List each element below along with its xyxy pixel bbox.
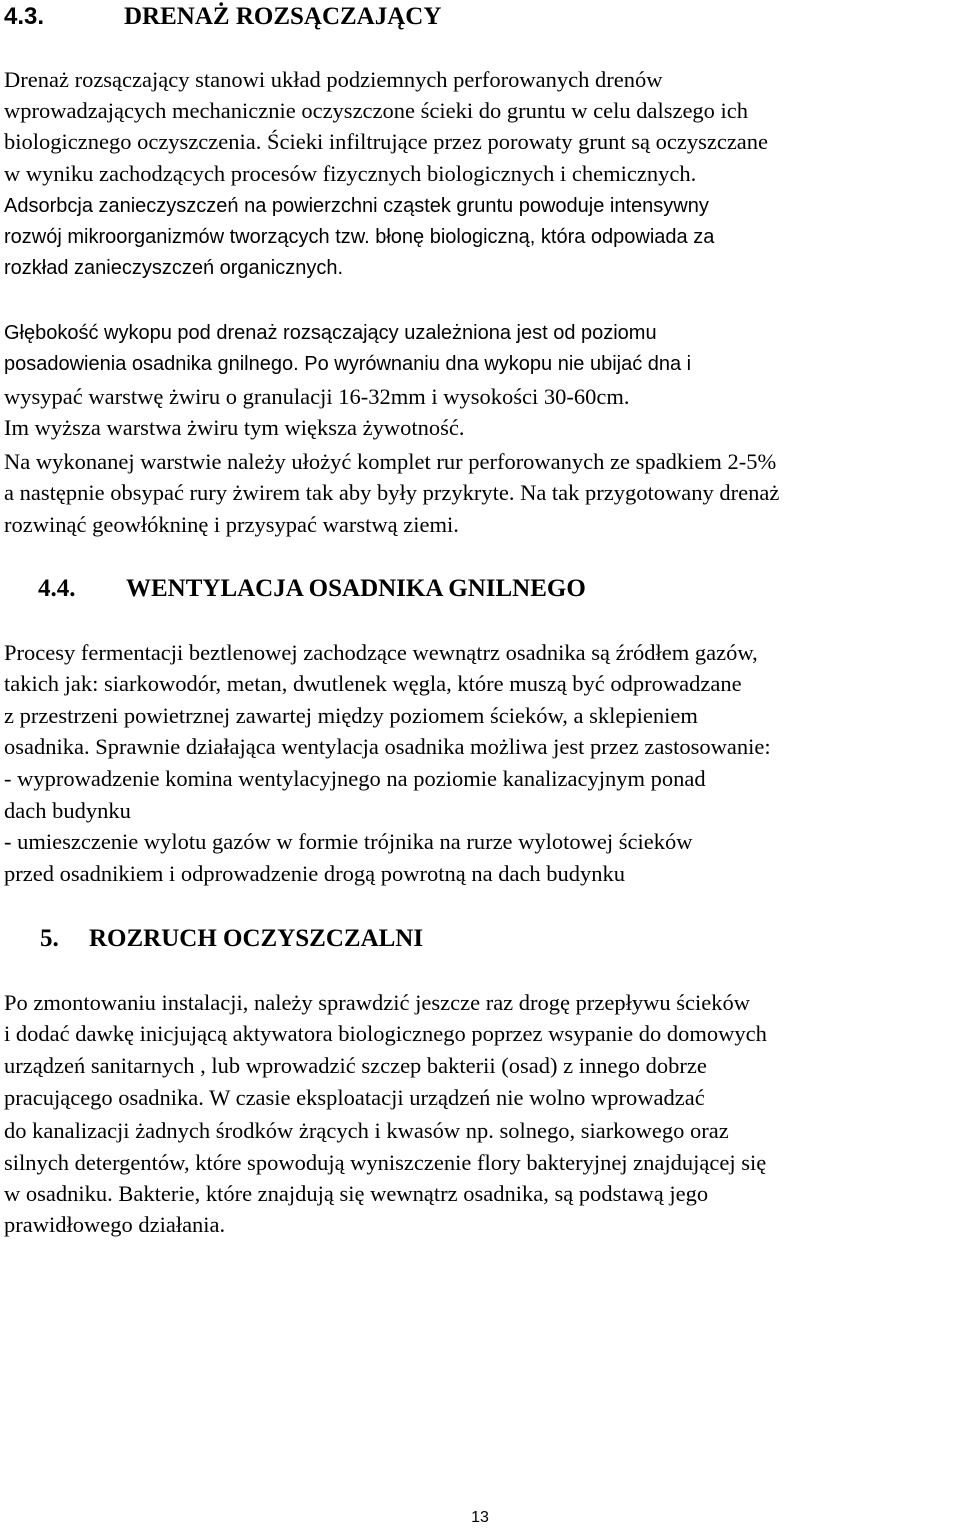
text-line: Głębokość wykopu pod drenaż rozsączający uzależniona jest od poziomu [4,322,657,344]
text-line: i dodać dawkę inicjującą aktywatora biologicznego poprzez wsypanie do domowych [4,1021,767,1046]
section-title: DRENAŻ ROZSĄCZAJĄCY [124,3,442,30]
text-line: przed osadnikiem i odprowadzenie drogą powrotną na dach budynku [4,861,626,886]
text-line: Adsorbcja zanieczyszczeń na powierzchni cząstek gruntu powoduje intensywny [4,195,709,217]
text-line: w wyniku zachodzących procesów fizycznych biologicznych i chemicznych. [4,161,697,186]
text-line: w osadniku. Bakterie, które znajdują się wewnątrz osadnika, są podstawą jego [4,1181,709,1206]
text-line: wysypać warstwę żwiru o granulacji 16-32mm i wysokości 30-60cm. [4,384,630,409]
text-line: rozwój mikroorganizmów tworzących tzw. błonę biologiczną, która odpowiada za [4,226,715,248]
page-number: 13 [471,1509,489,1526]
text-line: takich jak: siarkowodór, metan, dwutlenek węgla, które muszą być odprowadzane [4,671,742,696]
text-line: Na wykonanej warstwie należy ułożyć komplet rur perforowanych ze spadkiem 2-5% [4,449,777,474]
text-line: rozwinąć geowłókninę i przysypać warstwą ziemi. [4,512,459,537]
text-line: Im wyższa warstwa żwiru tym większa żywotność. [4,415,465,440]
text-line: osadnika. Sprawnie działająca wentylacja osadnika możliwa jest przez zastosowanie: [4,734,771,759]
text-line: posadowienia osadnika gnilnego. Po wyrównaniu dna wykopu nie ubijać dna i [4,353,692,375]
section-number: 4.4. [38,575,76,602]
text-line: a następnie obsypać rury żwirem tak aby były przykryte. Na tak przygotowany drenaż [4,480,780,505]
section-number: 5. [40,925,59,952]
text-line: do kanalizacji żadnych środków żrących i kwasów np. solnego, siarkowego oraz [4,1118,729,1143]
text-line: - umieszczenie wylotu gazów w formie trójnika na rurze wylotowej ścieków [4,829,693,854]
text-line: dach budynku [4,798,131,823]
text-line: Drenaż rozsączający stanowi układ podziemnych perforowanych drenów [4,67,663,92]
text-line: prawidłowego działania. [4,1212,226,1237]
section-title: WENTYLACJA OSADNIKA GNILNEGO [126,575,586,602]
section-title: ROZRUCH OCZYSZCZALNI [89,925,424,952]
text-line: biologicznego oczyszczenia. Ścieki infiltrujące przez porowaty grunt są oczyszczane [4,129,769,154]
text-line: rozkład zanieczyszczeń organicznych. [4,257,344,279]
text-line: wprowadzających mechanicznie oczyszczone ścieki do gruntu w celu dalszego ich [4,98,749,123]
text-line: pracującego osadnika. W czasie eksploatacji urządzeń nie wolno wprowadzać [4,1085,705,1110]
text-line: - wyprowadzenie komina wentylacyjnego na poziomie kanalizacyjnym ponad [4,766,706,791]
text-line: urządzeń sanitarnych , lub wprowadzić szczep bakterii (osad) z innego dobrze [4,1053,707,1078]
text-line: Procesy fermentacji beztlenowej zachodzące wewnątrz osadnika są źródłem gazów, [4,640,758,665]
text-line: Po zmontowaniu instalacji, należy sprawdzić jeszcze raz drogę przepływu ścieków [4,990,750,1015]
section-number: 4.3. [4,3,45,30]
text-line: z przestrzeni powietrznej zawartej między poziomem ścieków, a sklepieniem [4,703,698,728]
text-line: silnych detergentów, które spowodują wyniszczenie flory bakteryjnej znajdującej się [4,1150,767,1175]
